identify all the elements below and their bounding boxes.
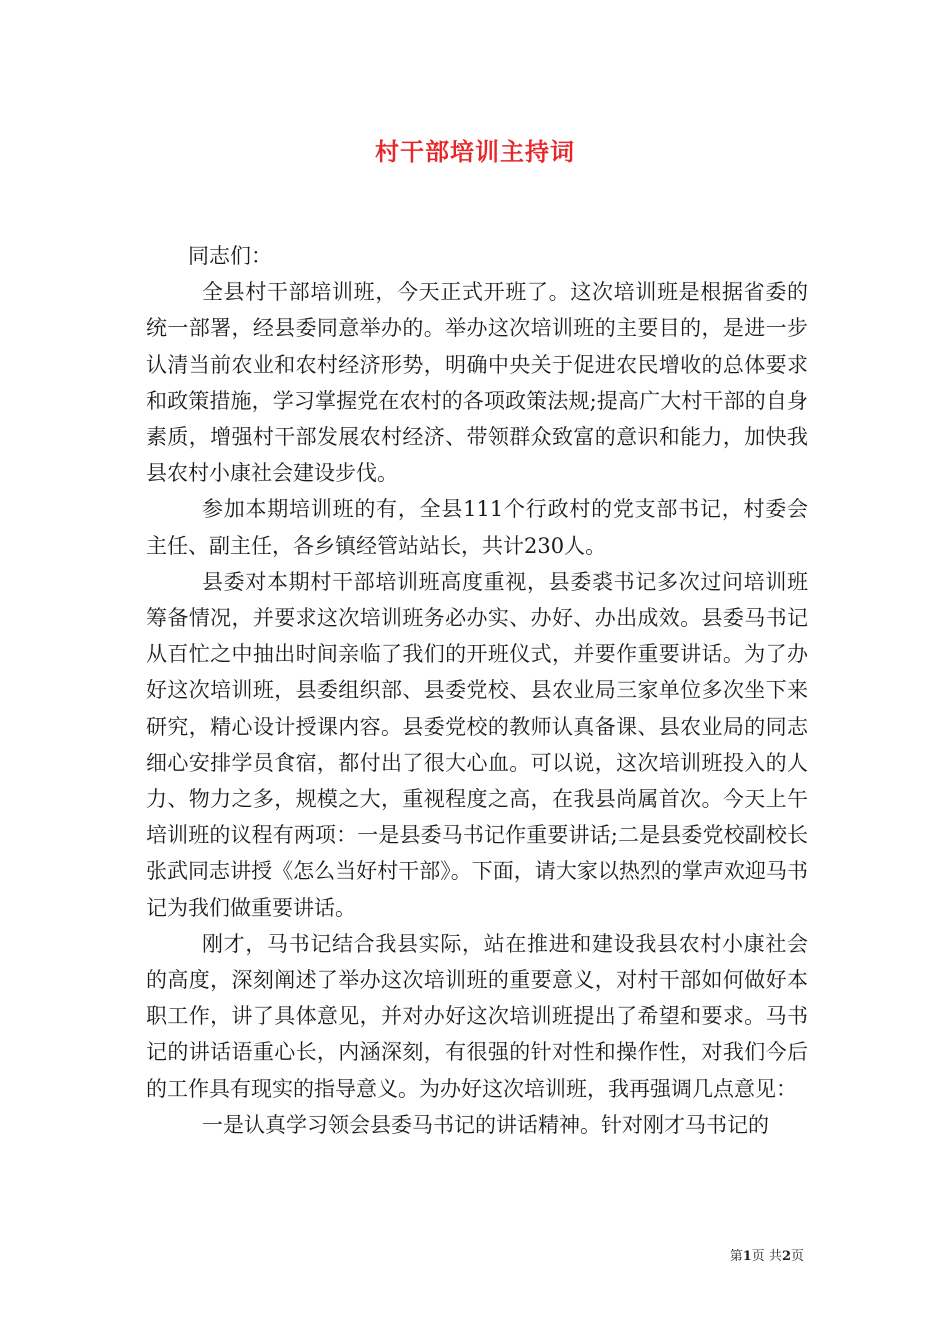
current-page-number: 1 bbox=[742, 1249, 752, 1264]
paragraph-opening: 全县村干部培训班，今天正式开班了。这次培训班是根据省委的统一部署，经县委同意举办的。举办这次培训班的主要目的，是进一步认清当前农业和农村经济形势，明确中央关于促进农民增收的总体要求和政策措施，学习掌握党在农村的各项政策法规;提高广大村干部的自身素质，增强村干部发展农村经济、带领群众致富的意识和能力，加快我县农村小康社会建设步伐。 bbox=[146, 280, 808, 486]
footer-suffix: 页 bbox=[790, 1249, 804, 1264]
total-page-number: 2 bbox=[781, 1249, 791, 1264]
footer-prefix: 第 bbox=[729, 1249, 743, 1264]
document-body bbox=[146, 238, 808, 1143]
paragraph-preparation: 县委对本期村干部培训班高度重视，县委裘书记多次过问培训班筹备情况，并要求这次培训班务必办实、办好、办出成效。县委马书记从百忙之中抽出时间亲临了我们的开班仪式，并要作重要讲话。为了办好这次培训班，县委组织部、县委党校、县农业局三家单位多次坐下来研究，精心设计授课内容。县委党校的教师认真备课、县农业局的同志细心安排学员食宿，都付出了很大心血。可以说，这次培训班投入的人力、物力之多，规模之大，重视程度之高，在我县尚属首次。今天上午培训班的议程有两项：一是县委马书记作重要讲话;二是县委党校副校长张武同志讲授《怎么当好村干部》。下面，请大家以热烈的掌声欢迎马书记为我们做重要讲话。 bbox=[146, 569, 808, 920]
document-title: 村干部培训主持词 bbox=[375, 137, 575, 166]
paragraph-point-one: 一是认真学习领会县委马书记的讲话精神。针对刚才马书记的 bbox=[202, 1112, 769, 1137]
paragraph-attendees: 参加本期培训班的有，全县111个行政村的党支部书记，村委会主任、副主任，各乡镇经管站站长，共计230人。 bbox=[146, 497, 808, 558]
salutation: 同志们： bbox=[188, 244, 272, 268]
footer-middle: 页 共 bbox=[751, 1249, 782, 1264]
page-number-footer bbox=[730, 1245, 804, 1264]
paragraph-summary: 刚才，马书记结合我县实际，站在推进和建设我县农村小康社会的高度，深刻阐述了举办这次培训班的重要意义，对村干部如何做好本职工作，讲了具体意见，并对办好这次培训班提出了希望和要求。马书记的讲话语重心长，内涵深刻，有很强的针对性和操作性，对我们今后的工作具有现实的指导意义。为办好这次培训班，我再强调几点意见： bbox=[146, 931, 808, 1101]
